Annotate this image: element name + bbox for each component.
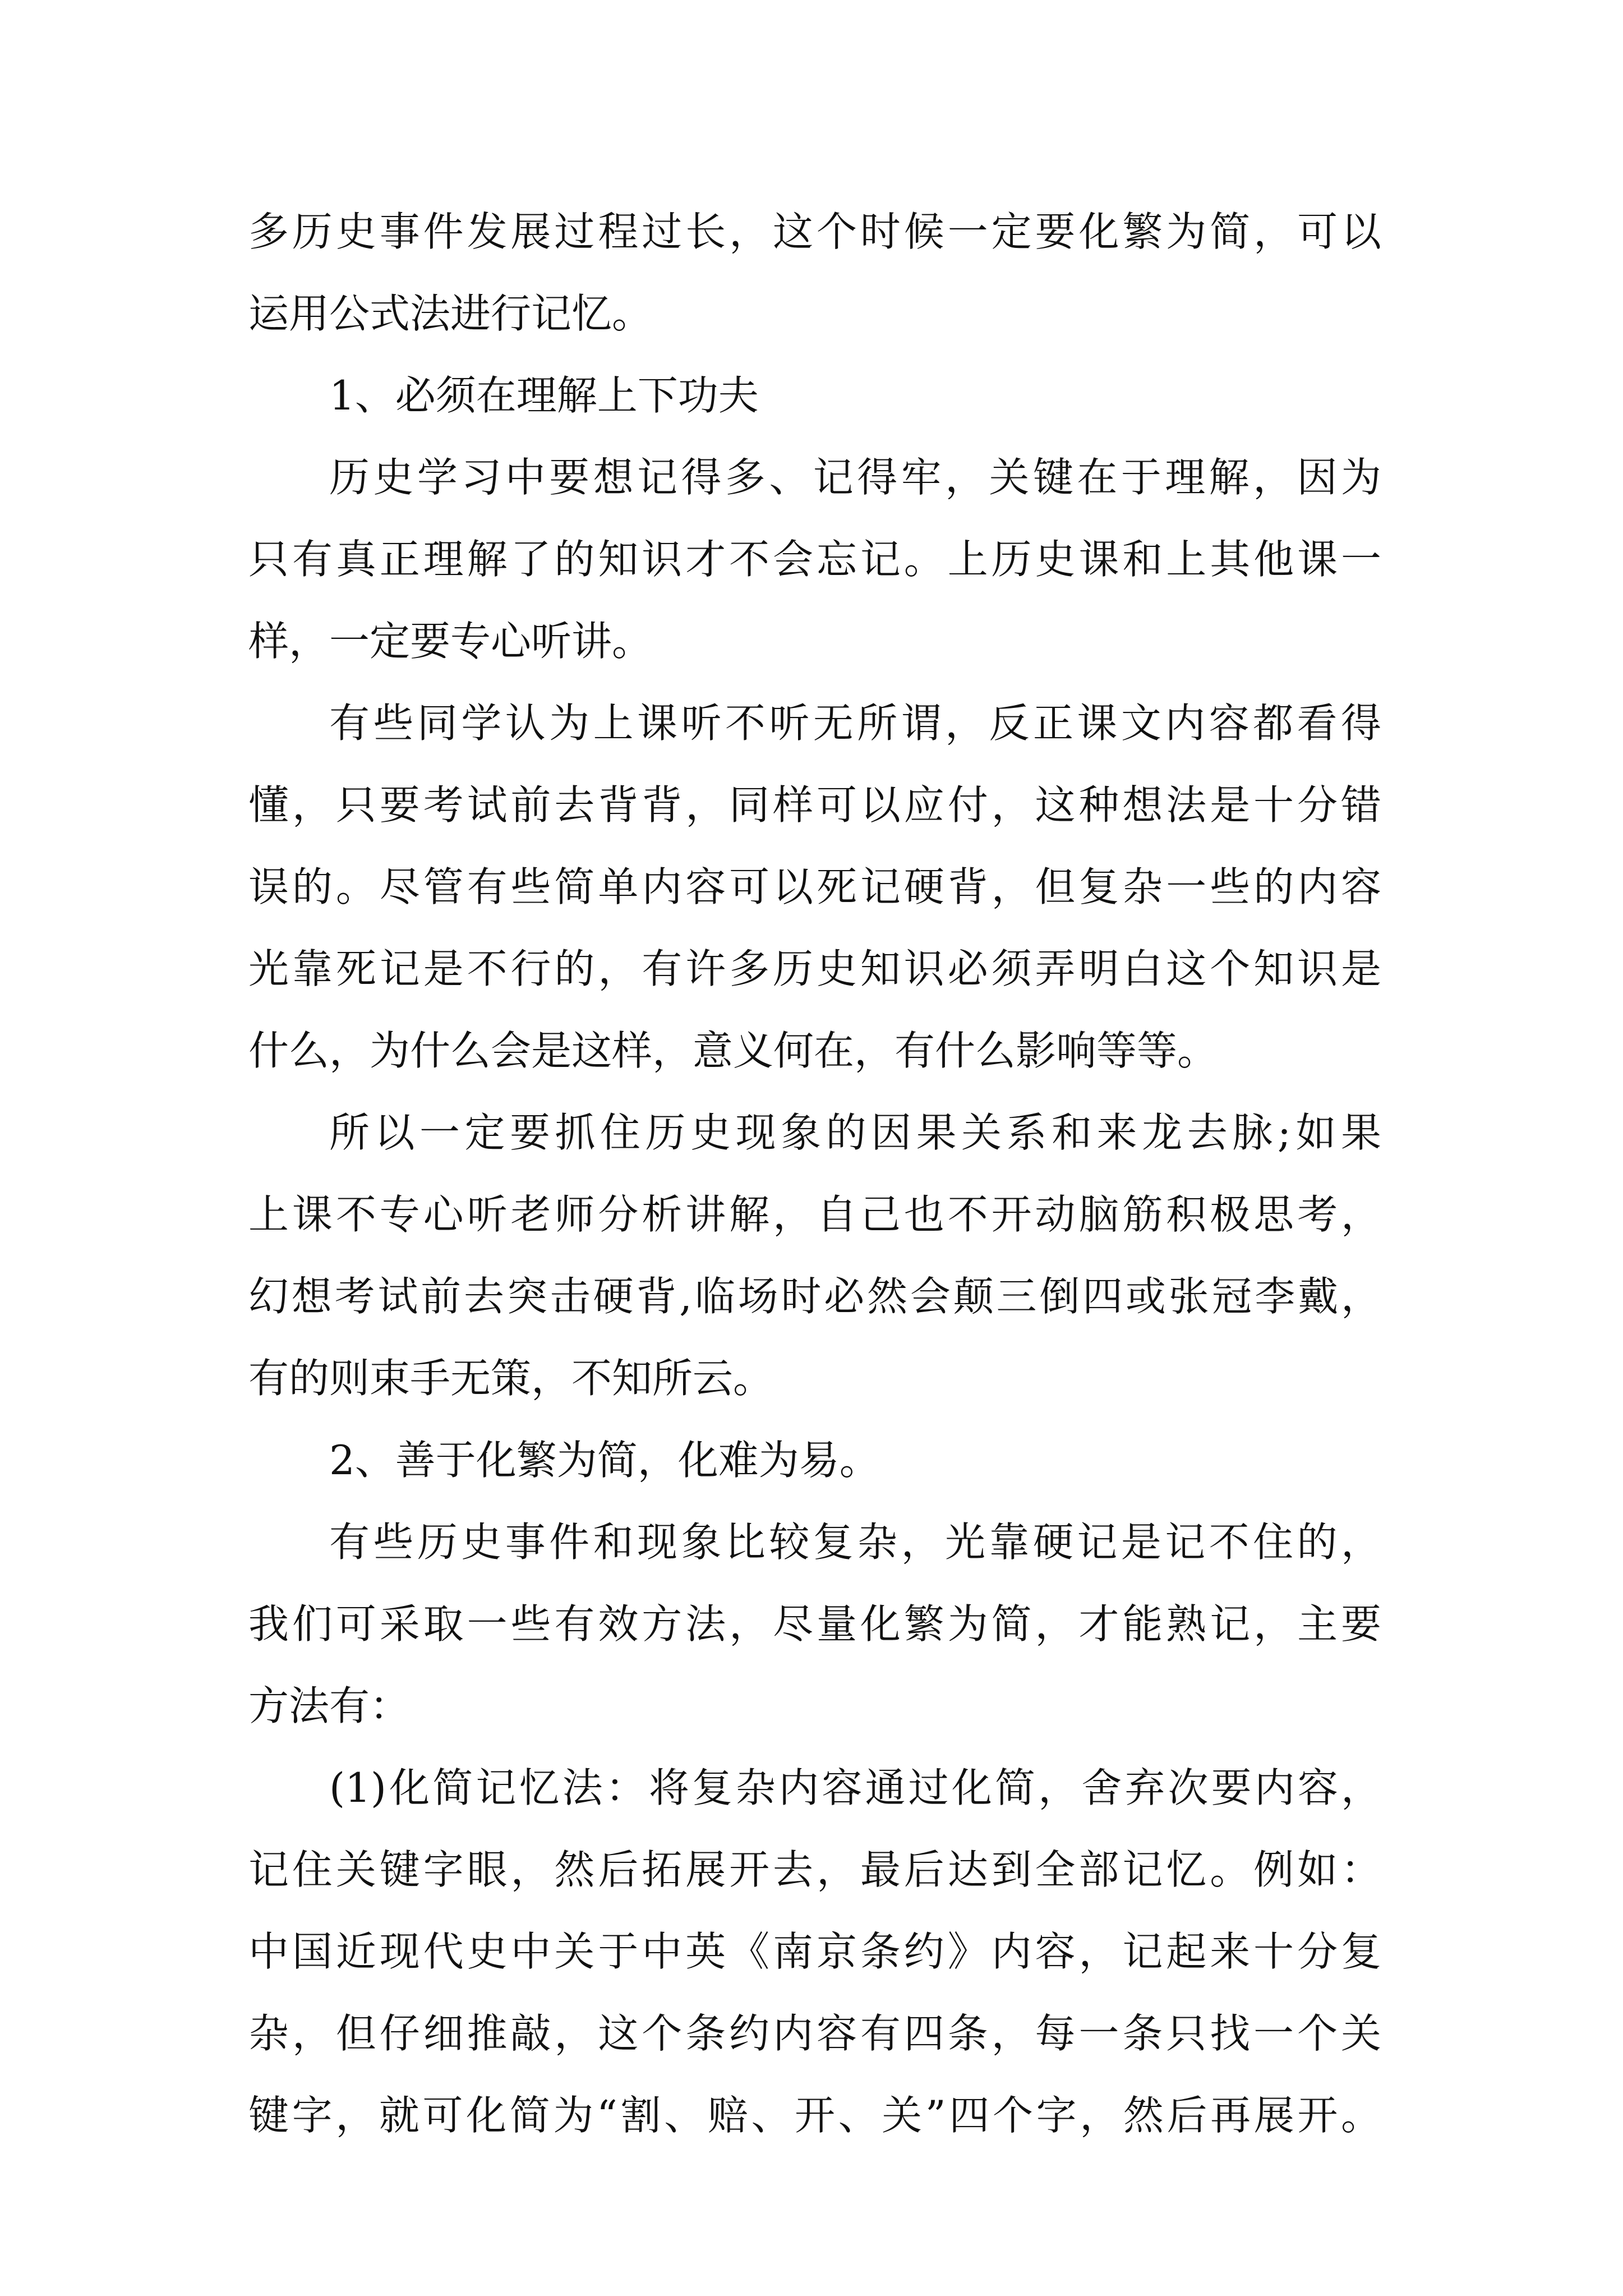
text-line: 光靠死记是不行的，有许多历史知识必须弄明白这个知识是: [248, 945, 1381, 992]
text-line: 运用公式法进行记忆。: [248, 290, 653, 337]
text-line: 上课不专心听老师分析讲解，自己也不开动脑筋积极思考，: [248, 1191, 1381, 1238]
text-line: 有的则束手无策，不知所云。: [248, 1355, 774, 1402]
paragraph-misconception: [248, 682, 1381, 1092]
text-line: 有些历史事件和现象比较复杂，光靠硬记是记不住的，: [329, 1519, 1381, 1566]
paragraph-intro: [248, 191, 1381, 355]
document-body: [248, 191, 1381, 2156]
text-line: 只有真正理解了的知识才不会忘记。上历史课和上其他课一: [248, 536, 1381, 583]
paragraph-simplify: [248, 1501, 1381, 1747]
text-line: 多历史事件发展过程过长，这个时候一定要化繁为简，可以: [248, 208, 1381, 255]
text-line: 误的。尽管有些简单内容可以死记硬背，但复杂一些的内容: [248, 863, 1381, 910]
text-line: 样，一定要专心听讲。: [248, 618, 653, 665]
heading-text: 1、必须在理解上下功夫: [329, 372, 759, 419]
text-line: 方法有：: [248, 1682, 411, 1729]
text-line: 我们可采取一些有效方法，尽量化繁为简，才能熟记，主要: [248, 1600, 1381, 1648]
text-line: (1)化简记忆法：将复杂内容通过化简，舍弃次要内容，: [329, 1764, 1381, 1811]
text-line: 历史学习中要想记得多、记得牢，关键在于理解，因为: [329, 454, 1381, 501]
paragraph-cause-effect: [248, 1092, 1381, 1419]
text-line: 键字，就可化简为“割、赔、开、关”四个字，然后再展开。: [248, 2092, 1381, 2139]
text-line: 什么，为什么会是这样，意义何在，有什么影响等等。: [248, 1027, 1218, 1074]
paragraph-understanding: [248, 436, 1381, 682]
text-line: 懂，只要考试前去背背，同样可以应付，这种想法是十分错: [248, 781, 1381, 829]
text-line: 记住关键字眼，然后拓展开去，最后达到全部记忆。例如：: [248, 1846, 1381, 1893]
section-heading-1: [248, 355, 1381, 436]
text-line: 所以一定要抓住历史现象的因果关系和来龙去脉;如果: [329, 1109, 1381, 1156]
heading-text: 2、善于化繁为简，化难为易。: [329, 1437, 880, 1484]
text-line: 有些同学认为上课听不听无所谓，反正课文内容都看得: [329, 700, 1381, 747]
section-heading-2: [248, 1419, 1381, 1501]
text-line: 杂，但仔细推敲，这个条约内容有四条，每一条只找一个关: [248, 2010, 1381, 2057]
text-line: 幻想考试前去突击硬背,临场时必然会颠三倒四或张冠李戴，: [248, 1273, 1381, 1320]
text-line: 中国近现代史中关于中英《南京条约》内容，记起来十分复: [248, 1928, 1381, 1975]
paragraph-method-1: [248, 1747, 1381, 2156]
